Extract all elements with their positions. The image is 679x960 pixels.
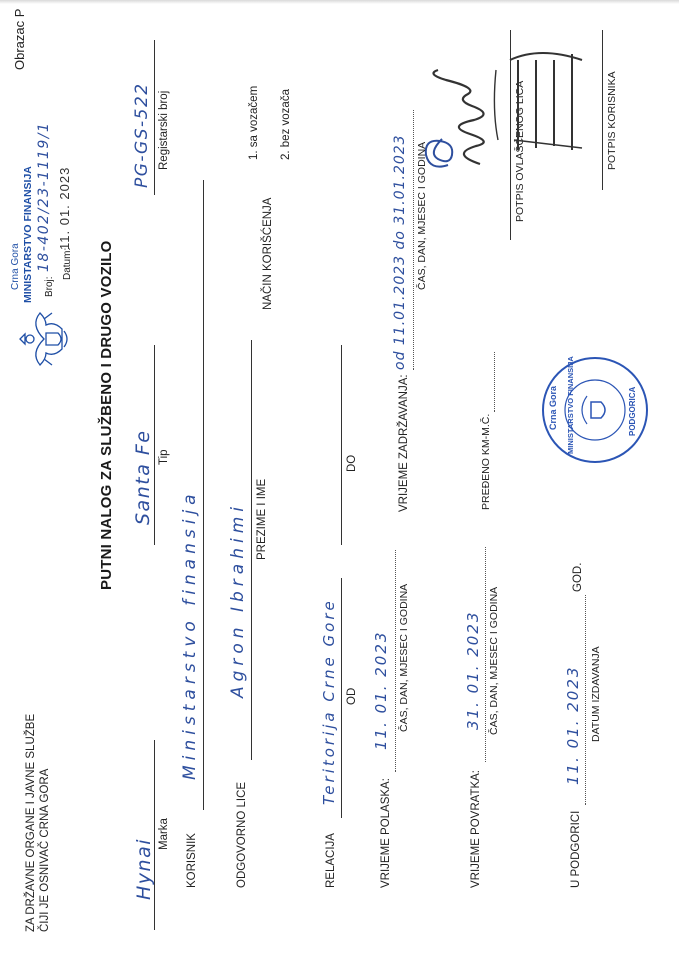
korisnik-signature xyxy=(500,30,595,160)
odgovorno-lice-line xyxy=(251,340,252,760)
tip-label: Tip xyxy=(158,449,170,465)
odgovorno-lice-value: Agron Ibrahimi xyxy=(228,502,248,698)
vrijeme-zadrzavanja-line xyxy=(413,110,414,370)
form-code: Obrazac P xyxy=(12,8,27,70)
marka-value: Hynai xyxy=(133,838,155,900)
god-label: GOD. xyxy=(572,562,584,592)
relacija-do-line xyxy=(341,345,342,545)
datum-label: Datum: xyxy=(62,247,73,280)
vrijeme-povratka-value: 31. 01. 2023 xyxy=(464,610,482,730)
country-name: Crna Gora xyxy=(10,243,21,290)
izdavanje-label: U PODGORICI xyxy=(570,810,582,888)
vrijeme-zadrzavanja-label: VRIJEME ZADRŽAVANJA: xyxy=(398,374,410,512)
issuer-line-1: ZA DRŽAVNE ORGANE I JAVNE SLUŽBE xyxy=(25,713,37,932)
tip-value: Santa Fe xyxy=(132,429,154,525)
korisnik-value: Ministarstvo finansija xyxy=(180,489,200,780)
relacija-label: RELACIJA xyxy=(325,833,337,888)
vrijeme-polaska-label: VRIJEME POLASKA: xyxy=(380,778,392,888)
predjeno-line xyxy=(494,352,495,412)
relacija-value: Teritorija Crne Gore xyxy=(320,598,338,805)
reg-label: Registarski broj xyxy=(158,90,170,170)
odgovorno-lice-label: ODGOVORNO LICE xyxy=(236,781,248,888)
tip-line xyxy=(154,345,155,545)
reg-line xyxy=(154,40,155,195)
korisnik-label: KORISNIK xyxy=(186,833,198,888)
issuer-block xyxy=(24,714,52,932)
marka-line xyxy=(154,740,155,930)
vrijeme-zadrzavanja-sublabel: ČAS, DAN, MJESEC I GODINA xyxy=(416,141,428,290)
stamp-top-text: Crna Gora xyxy=(548,385,558,430)
vrijeme-zadrzavanja-value: od 11.01.2023 do 31.01.2023 xyxy=(392,134,408,370)
datum-value: 11. 01. 2023 xyxy=(57,166,72,250)
broj-value: 18-402/23-1119/1 xyxy=(36,121,52,272)
vrijeme-povratka-line xyxy=(485,547,486,762)
potpis-ovlascenog-lica-label: POTPIS OVLAŠĆENOG LICA xyxy=(514,80,526,222)
nacin-option-2: 2. bez vozača xyxy=(280,89,292,160)
vrijeme-polaska-line xyxy=(395,550,396,772)
korisnik-signature-line xyxy=(602,30,603,190)
reg-value: PG-GS-522 xyxy=(132,82,152,188)
relacija-do-label: DO xyxy=(346,454,358,472)
izdavanje-value: 11. 01. 2023 xyxy=(564,665,582,785)
vrijeme-polaska-sublabel: ČAS, DAN, MJESEC I GODINA xyxy=(398,583,410,732)
ministry-name: MINISTARSTVO FINANSIJA xyxy=(22,166,34,303)
nacin-option-1: 1. sa vozačem xyxy=(248,85,260,160)
vrijeme-polaska-value: 11. 01. 2023 xyxy=(372,630,390,750)
potpis-korisnika-label: POTPIS KORISNIKA xyxy=(606,71,618,170)
relacija-od-label: OD xyxy=(346,687,358,705)
marka-label: Marka xyxy=(158,818,170,850)
korisnik-line xyxy=(203,180,204,810)
broj-label: Broj: xyxy=(44,276,55,297)
form-title: PUTNI NALOG ZA SLUŽBENO I DRUGO VOZILO xyxy=(98,240,115,590)
ink-initials xyxy=(418,127,466,175)
predjeno-label: PREĐENO KM-M.Č. xyxy=(480,413,492,510)
vrijeme-povratka-label: VRIJEME POVRATKA: xyxy=(470,769,482,888)
coat-of-arms-icon xyxy=(14,303,74,375)
izdavanje-line xyxy=(585,595,586,805)
vrijeme-povratka-sublabel: ČAS, DAN, MJESEC I GODINA xyxy=(488,586,500,735)
stamp-ring-text: MINISTARSTVO FINANSIJA xyxy=(566,356,575,454)
relacija-od-line xyxy=(341,578,342,818)
nacin-koriscenja-label: NAČIN KORIŠĆENJA xyxy=(262,197,274,310)
prezime-ime-label: PREZIME I IME xyxy=(256,478,268,560)
stamp-bottom-text: PODGORICA xyxy=(628,386,637,436)
issuer-line-2: ČIJI JE OSNIVAČ CRNA GORA xyxy=(39,768,51,932)
datum-izdavanja-label: DATUM IZDAVANJA xyxy=(590,646,602,742)
